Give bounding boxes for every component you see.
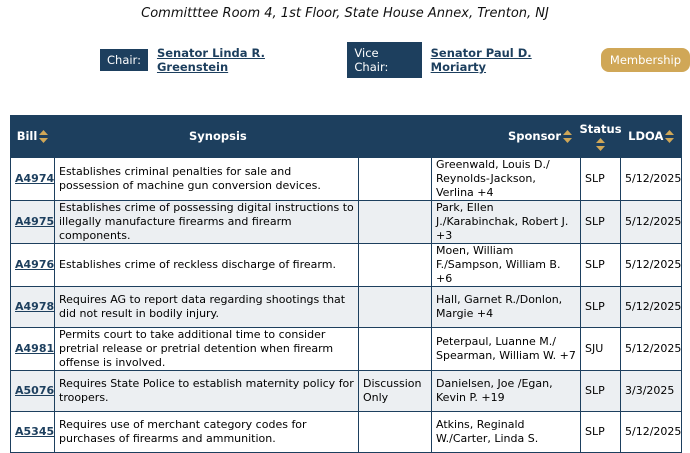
sponsor-cell: Atkins, Reginald W./Carter, Linda S. (432, 412, 581, 453)
column-header-status[interactable] (581, 115, 621, 158)
column-header-ldoa[interactable] (621, 115, 682, 158)
sponsor-cell: Park, Ellen J./Karabinchak, Robert J. +3 (432, 201, 581, 244)
chair-label: Chair: (100, 49, 148, 71)
table-row (11, 201, 682, 244)
bill-link[interactable]: A4978 (15, 300, 55, 313)
table-header-row (11, 115, 682, 158)
synopsis-cell: Establishes criminal penalties for sale and possession of machine gun conversion devices. (55, 158, 359, 201)
note-cell (359, 201, 432, 244)
status-cell: SLP (581, 201, 621, 244)
sponsor-cell: Peterpaul, Luanne M./ Spearman, William W. +7 (432, 328, 581, 371)
synopsis-cell: Requires use of merchant category codes for purchases of firearms and ammunition. (55, 412, 359, 453)
bill-link[interactable]: A4976 (15, 258, 55, 271)
ldoa-cell: 3/3/2025 (621, 371, 682, 412)
table-row (11, 328, 682, 371)
bill-cell (11, 158, 55, 201)
sort-icon[interactable] (596, 138, 605, 151)
status-cell: SLP (581, 412, 621, 453)
ldoa-cell: 5/12/2025 (621, 287, 682, 328)
status-cell: SLP (581, 287, 621, 328)
note-cell (359, 287, 432, 328)
bill-link[interactable]: A5076 (15, 384, 55, 397)
column-header-synopsis (55, 115, 432, 158)
table-row (11, 287, 682, 328)
sponsor-cell: Danielsen, Joe /Egan, Kevin P. +19 (432, 371, 581, 412)
sponsor-cell: Hall, Garnet R./Donlon, Margie +4 (432, 287, 581, 328)
vice-chair-label: Vice Chair: (347, 42, 421, 78)
vice-chair-name-link[interactable]: Senator Paul D. Moriarty (430, 46, 532, 74)
sort-icon[interactable] (39, 130, 48, 143)
note-cell (359, 328, 432, 371)
synopsis-cell: Establishes crime of possessing digital instructions to illegally manufacture firearms and firearm components. (55, 201, 359, 244)
ldoa-cell: 5/12/2025 (621, 244, 682, 287)
column-header-sponsor[interactable] (432, 115, 581, 158)
status-cell: SJU (581, 328, 621, 371)
synopsis-cell: Requires AG to report data regarding shootings that did not result in bodily injury. (55, 287, 359, 328)
table-row (11, 244, 682, 287)
synopsis-cell: Requires State Police to establish maternity policy for troopers. (55, 371, 359, 412)
column-header-label: Synopsis (189, 129, 247, 143)
bills-table (10, 115, 682, 453)
synopsis-cell: Permits court to take additional time to consider pretrial release or pretrial detention when firearm offense is involved. (55, 328, 359, 371)
sort-icon[interactable] (665, 130, 674, 143)
chair-name-link[interactable]: Senator Linda R. Greenstein (156, 46, 265, 74)
status-cell: SLP (581, 371, 621, 412)
sponsor-cell: Greenwald, Louis D./ Reynolds-Jackson, Verlina +4 (432, 158, 581, 201)
sort-icon[interactable] (563, 130, 572, 143)
bill-cell (11, 412, 55, 453)
bill-cell (11, 244, 55, 287)
membership-button[interactable]: Membership (601, 48, 690, 72)
table-row (11, 371, 682, 412)
bill-cell (11, 328, 55, 371)
ldoa-cell: 5/12/2025 (621, 412, 682, 453)
table-row (11, 412, 682, 453)
column-header-label: Bill (16, 129, 38, 143)
note-cell (359, 158, 432, 201)
ldoa-cell: 5/12/2025 (621, 158, 682, 201)
meeting-location: Committtee Room 4, 1st Floor, State House Annex, Trenton, NJ (141, 6, 549, 21)
bill-link[interactable]: A4974 (15, 172, 55, 185)
sponsor-cell: Moen, William F./Sampson, William B. +6 (432, 244, 581, 287)
bill-cell (11, 287, 55, 328)
status-cell: SLP (581, 158, 621, 201)
bill-link[interactable]: A5345 (15, 425, 55, 438)
column-header-label: LDOA (628, 129, 664, 143)
note-cell: Discussion Only (359, 371, 432, 412)
status-cell: SLP (581, 244, 621, 287)
ldoa-cell: 5/12/2025 (621, 328, 682, 371)
column-header-bill[interactable] (11, 115, 55, 158)
committee-leadership (100, 42, 690, 78)
column-header-label: Sponsor (507, 129, 562, 143)
synopsis-cell: Establishes crime of reckless discharge of firearm. (55, 244, 359, 287)
bill-link[interactable]: A4981 (15, 342, 55, 355)
ldoa-cell: 5/12/2025 (621, 201, 682, 244)
column-header-label: Status (579, 121, 622, 136)
bill-link[interactable]: A4975 (15, 215, 55, 228)
bill-cell (11, 201, 55, 244)
note-cell (359, 244, 432, 287)
bill-cell (11, 371, 55, 412)
table-row (11, 158, 682, 201)
note-cell (359, 412, 432, 453)
